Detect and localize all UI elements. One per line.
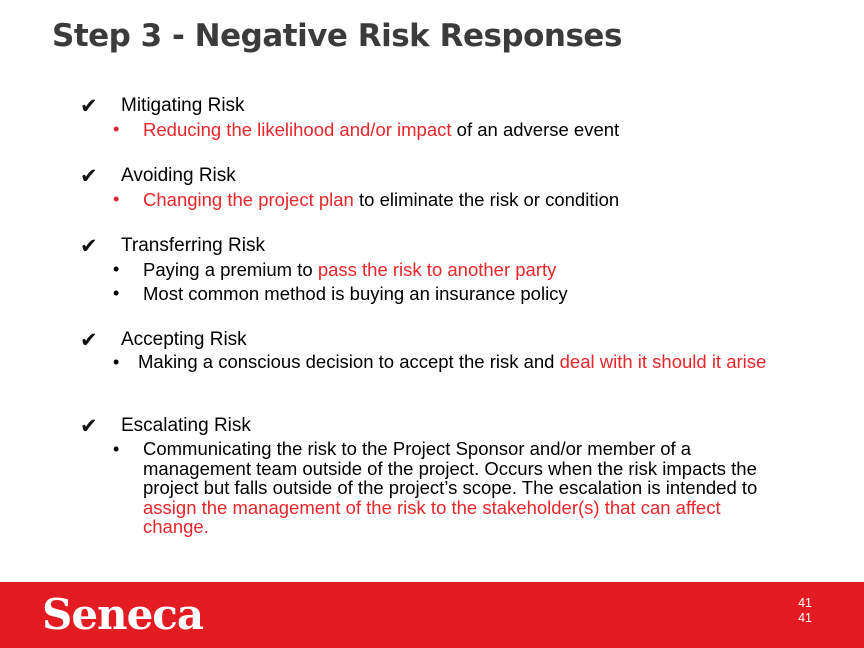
bullet-text: Most common method is buying an insurance policy [143, 283, 568, 304]
check-icon: ✔ [80, 164, 98, 188]
section-heading-accepting: Accepting Risk [121, 329, 247, 350]
bullet-text: Paying a premium to pass the risk to another party [143, 259, 557, 280]
section-heading-transferring: Transferring Risk [121, 235, 265, 256]
check-icon: ✔ [80, 94, 98, 118]
check-icon: ✔ [80, 414, 98, 438]
bullet-text: Making a conscious decision to accept the risk and deal with it should it arise [138, 351, 767, 372]
check-icon: ✔ [80, 234, 98, 258]
bullet-text: Reducing the likelihood and/or impact of an adverse event [143, 119, 620, 140]
bullet-icon: • [113, 439, 120, 459]
page-number: 41 [798, 596, 812, 610]
seneca-logo: Seneca [42, 590, 204, 639]
section-heading-mitigating: Mitigating Risk [121, 95, 245, 116]
bullet-icon: • [113, 283, 120, 303]
bullet-icon: • [113, 259, 120, 279]
section-heading-escalating: Escalating Risk [121, 415, 251, 436]
section-heading-avoiding: Avoiding Risk [121, 165, 236, 186]
slide-title: Step 3 - Negative Risk Responses [52, 18, 622, 54]
bullet-icon: • [113, 189, 120, 209]
bullet-icon: • [113, 119, 120, 139]
page-number: 41 [798, 611, 812, 625]
check-icon: ✔ [80, 328, 98, 352]
bullet-text: Communicating the risk to the Project Sponsor and/or member of a management team outside of the project. Occurs when the risk impacts the project but falls outside of the project’s scope. The escalation is intended to assign the management of the risk to the stakeholder(s) that can affect change. [143, 438, 758, 537]
bullet-text: Changing the project plan to eliminate the risk or condition [143, 189, 620, 210]
bullet-icon: • [113, 352, 120, 372]
